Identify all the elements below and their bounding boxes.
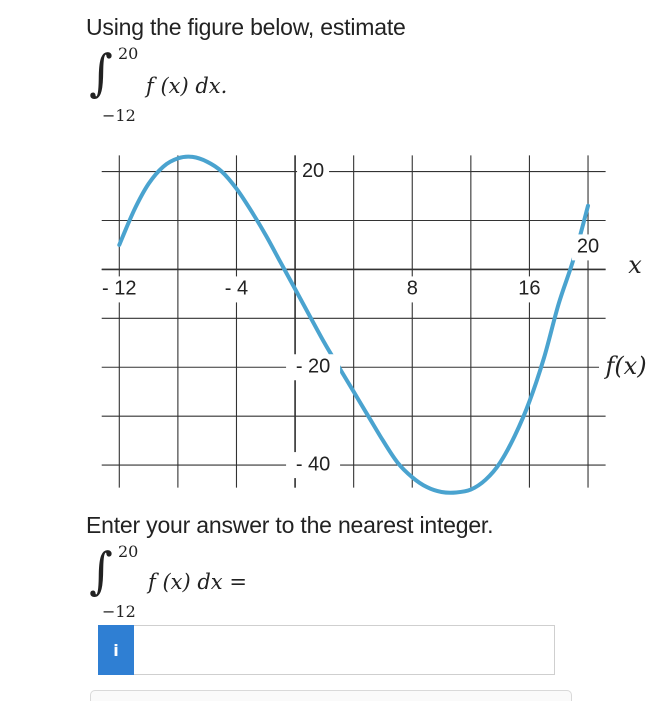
integral-upper-limit: 20 bbox=[118, 44, 139, 63]
answer-prompt: Enter your answer to the nearest integer. bbox=[86, 512, 494, 538]
integral-sign: ∫ bbox=[89, 542, 113, 600]
answer-row bbox=[98, 625, 556, 675]
x-tick-label: 8 bbox=[406, 277, 418, 300]
y-tick-label: - 40 bbox=[295, 453, 331, 476]
next-panel-edge bbox=[90, 690, 572, 701]
graph-svg bbox=[90, 152, 647, 492]
x-tick-label: 16 bbox=[518, 277, 541, 300]
answer-input[interactable] bbox=[134, 625, 555, 675]
integral-lower-limit: −12 bbox=[102, 602, 136, 621]
integrand: f (x) dx. bbox=[146, 74, 228, 98]
x-extra-label: 20 bbox=[576, 235, 600, 258]
x-tick-label: - 4 bbox=[224, 277, 249, 300]
integral-sign: ∫ bbox=[89, 44, 113, 102]
question-integral bbox=[88, 44, 288, 128]
integral-upper-limit: 20 bbox=[118, 542, 139, 561]
y-tick-label: - 20 bbox=[295, 355, 331, 378]
function-graph bbox=[90, 152, 647, 492]
integral-lower-limit: −12 bbox=[102, 106, 136, 125]
y-tick-label: 20 bbox=[301, 159, 325, 182]
question-prompt: Using the figure below, estimate bbox=[86, 14, 406, 40]
answer-integral bbox=[88, 542, 308, 626]
x-axis-symbol: x bbox=[628, 250, 642, 279]
grid bbox=[102, 155, 606, 487]
info-icon[interactable]: i bbox=[98, 625, 134, 675]
curve-label: f(x) bbox=[605, 351, 647, 380]
x-tick-label: - 12 bbox=[102, 277, 137, 300]
integrand: f (x) dx = bbox=[148, 570, 247, 594]
